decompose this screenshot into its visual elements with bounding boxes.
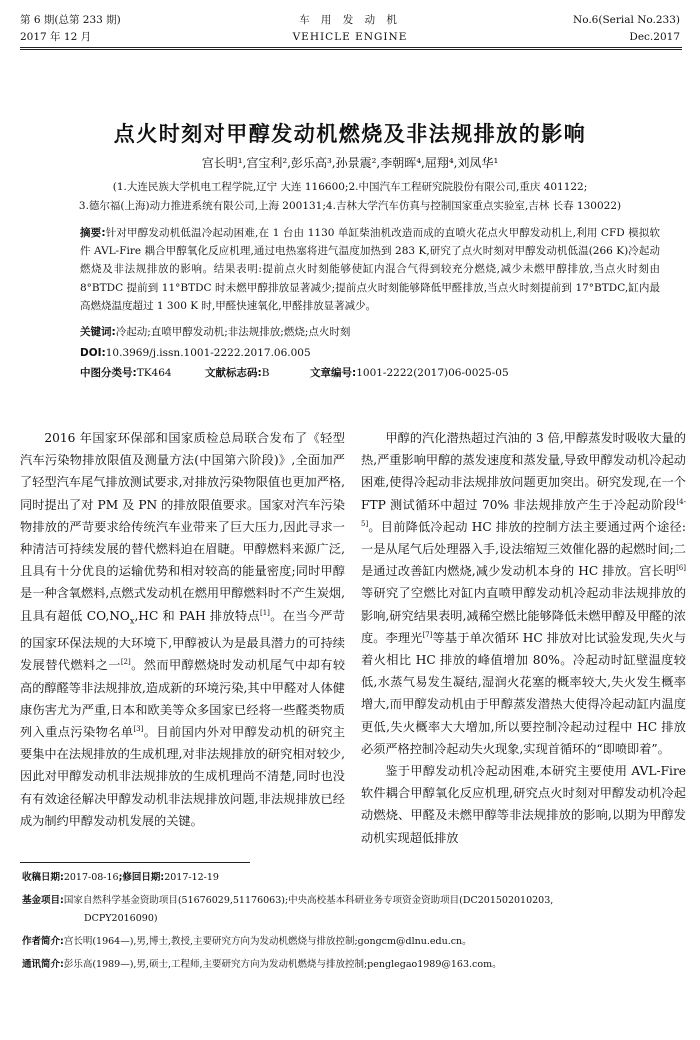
citation: [3] bbox=[133, 725, 144, 734]
citation: [2] bbox=[120, 658, 131, 667]
body-text: 。目前国内外对甲醇发动机的研究主要集中在法规排放的生成机理,对非法规排放的研究相对较少,因此对甲醇发动机非法规排放的生成机理尚不清楚,同时也没有有效途径解决甲醇发动机非法规排放问题,非法规排放已经成为制约甲醇发动机发展的关键。 bbox=[20, 725, 346, 828]
issue-date-en: Dec.2017 bbox=[629, 31, 680, 43]
revised-value: 2017-12-19 bbox=[164, 872, 219, 883]
keywords bbox=[80, 325, 680, 339]
doi bbox=[80, 346, 680, 360]
doc-code-label: 文献标志码: bbox=[205, 367, 262, 379]
fund-info bbox=[22, 893, 682, 909]
clc-value: TK464 bbox=[136, 367, 172, 379]
body-paragraph bbox=[361, 427, 686, 760]
article-number-value: 1001-2222(2017)06-0025-05 bbox=[356, 367, 509, 379]
header-rule bbox=[20, 49, 682, 50]
header-rule bbox=[20, 47, 682, 48]
received-date bbox=[22, 870, 682, 886]
doi-label: DOI: bbox=[80, 347, 106, 359]
body-paragraph bbox=[20, 427, 345, 832]
footnote-rule bbox=[20, 862, 250, 863]
doc-code-value: B bbox=[261, 367, 270, 379]
affiliation-line-2: 3.德尔福(上海)动力推进系统有限公司,上海 200131;4.吉林大学汽车仿真与控制国家重点实验室,吉林 长春 130022) bbox=[78, 200, 622, 212]
citation: [6] bbox=[676, 564, 686, 573]
fund-text: 国家自然科学基金资助项目(51676029,51176063);中央高校基本科研业务专项资金资助项目(DC201502010203, bbox=[63, 895, 554, 906]
body-text: 2016 年国家环保部和国家质检总局联合发布了《轻型汽车污染物排放限值及测量方法(中国第六阶段)》,全面加严了轻型汽车尾气排放测试要求,对排放污染物限值也更加严格,同时提出了对 PM 及 PN 的排放限值要求。国家对汽车污染物排放的严苛要求给传统汽车业带来了巨大压力,因此寻求一种清洁可持续发展的替代燃料迫在眉睫。甲醇燃料来源广泛,且具有十分优良的运输优势和相对较高的能量密度;同时甲醇是一种含氧燃料,点燃式发动机在燃用甲醇燃料时不产生炭烟,且具有超低 CO,NO bbox=[20, 431, 345, 623]
received-value: 2017-08-16 bbox=[63, 872, 119, 883]
affiliation-line-1: (1.大连民族大学机电工程学院,辽宁 大连 116600;2.中国汽车工程研究院股份有限公司,重庆 401122; bbox=[112, 181, 588, 193]
citation: [4-5] bbox=[361, 497, 686, 528]
author-list: 宫长明¹,宫宝利²,彭乐高³,孙景震²,李朝晖⁴,屈翔⁴,刘凤华¹ bbox=[201, 156, 499, 170]
paper-title: 点火时刻对甲醇发动机燃烧及非法规排放的影响 bbox=[113, 122, 587, 146]
journal-name-en: VEHICLE ENGINE bbox=[292, 31, 408, 43]
issue-info-en: No.6(Serial No.233) bbox=[573, 14, 680, 26]
body-text: 等研究了空燃比对缸内直喷甲醇发动机冷起动非法规排放的影响,研究结果表明,减稀空燃比能够降低未燃甲醇及甲醛的浓度。李理光 bbox=[361, 586, 686, 645]
body-text: 。然而甲醇燃烧时发动机尾气中却有较高的醇醛等非法规排放,造成新的环境污染,其中甲醛对人体健康伤害尤为严重,日本和欧美等众多国家已经将一些醛类物质列入重点污染物名单 bbox=[20, 658, 346, 740]
received-label: 收稿日期: bbox=[22, 872, 64, 883]
abstract-label: 摘要: bbox=[80, 227, 106, 239]
fund-label: 基金项目: bbox=[22, 895, 64, 906]
body-paragraph: 鉴于甲醇发动机冷起动困难,本研究主要使用 AVL-Fire 软件耦合甲醇氧化反应机理,研究点火时刻对甲醇发动机冷起动燃烧、甲醛及未燃甲醇等非法规排放的影响,以期为甲醇发动机实现超低排放 bbox=[361, 764, 686, 845]
body-text: 。目前降低冷起动 HC 排放的控制方法主要通过两个途径:一是从尾气后处理器入手,设法缩短三效催化器的起燃时间;二是通过改善缸内燃烧,减少发动机本身的 HC 排放。宫长明 bbox=[361, 519, 686, 579]
clc-label: 中图分类号: bbox=[80, 367, 137, 379]
body-right-column bbox=[361, 427, 686, 849]
doi-value: 10.3969/j.issn.1001-2222.2017.06.005 bbox=[105, 347, 311, 359]
subscript: x bbox=[129, 616, 135, 626]
issue-date: 2017 年 12 月 bbox=[20, 31, 92, 43]
citation: [1] bbox=[259, 608, 270, 617]
keywords-text: 冷起动;直喷甲醇发动机;非法规排放;燃烧;点火时刻 bbox=[115, 326, 351, 338]
keywords-label: 关键词: bbox=[80, 326, 116, 338]
body-text: 等基于单次循环 HC 排放对比试验发现,失火与着火相比 HC 排放的峰值增加 80%。冷起动时缸壁温度较低,水蒸气易发生凝结,湿润火花塞的概率较大,失火发生概率增大,而甲醇发动机由于甲醇蒸发潜热大使得冷起动缸内温度更低,失火概率大大增加,所以要控制冷起动过程中 HC 排放必须严格控制冷起动失火现象,实现首循环的“即喷即着”。 bbox=[361, 630, 687, 756]
article-number-label: 文章编号: bbox=[310, 367, 357, 379]
issue-info: 第 6 期(总第 233 期) bbox=[20, 14, 121, 26]
corresponding-label: 通讯简介: bbox=[22, 959, 64, 970]
doc-code bbox=[205, 366, 269, 380]
author-bio bbox=[22, 934, 682, 950]
abstract-text: 针对甲醇发动机低温冷起动困难,在 1 台由 1130 单缸柴油机改造而成的直喷火花点火甲醇发动机上,利用 CFD 模拟软件 AVL-Fire 耦合甲醇氧化反应机理,通过电热塞将进气温度加热到 283 K,研究了点火时刻对甲醇发动机低温(266 K)冷起动燃烧及非法规排放的影响。结果表明:提前点火时刻能够使缸内混合气得到较充分燃烧,减少未燃甲醇排放,当点火时刻由 8°BTDC 提前到 11°BTDC 时未燃甲醇排放显著减少;提前点火时刻能够降低甲醛排放,当点火时刻提前到 17°BTDC,缸内最高燃烧温度超过 1 300 K 时,甲醛快速氧化,甲醛排放显著减少。 bbox=[80, 227, 660, 312]
corresponding-text: 彭乐高(1989—),男,硕士,工程师,主要研究方向为发动机燃烧与排放控制;penglegao1989@163.com。 bbox=[63, 959, 502, 970]
fund-info-cont: DCPY2016090) bbox=[84, 913, 158, 924]
body-text: ,HC 和 PAH 排放特点 bbox=[134, 608, 260, 623]
revised-label: ;修回日期: bbox=[118, 872, 165, 883]
corresponding-author bbox=[22, 957, 682, 973]
journal-name-cn: 车 用 发 动 机 bbox=[299, 14, 401, 26]
citation: [7] bbox=[422, 630, 433, 639]
body-text: 。在当今严苛的国家环保法规的大环境下,甲醇被认为是最具潜力的可持续发展替代燃料之一 bbox=[20, 608, 345, 673]
body-left-column bbox=[20, 427, 345, 832]
author-bio-label: 作者简介: bbox=[22, 936, 64, 947]
article-number bbox=[310, 366, 509, 380]
author-bio-text: 宫长明(1964—),男,博士,教授,主要研究方向为发动机燃烧与排放控制;gongcm@dlnu.edu.cn。 bbox=[63, 936, 472, 947]
body-text: 甲醇的汽化潜热超过汽油的 3 倍,甲醇蒸发时吸收大量的热,严重影响甲醇的蒸发速度和蒸发量,导致甲醇发动机冷起动困难,使得冷起动非法规排放问题更加突出。研究发现,在一个 FTP 测试循环中超过 70% 非法规排放产生于冷起动阶段 bbox=[361, 431, 686, 512]
abstract bbox=[80, 224, 660, 315]
